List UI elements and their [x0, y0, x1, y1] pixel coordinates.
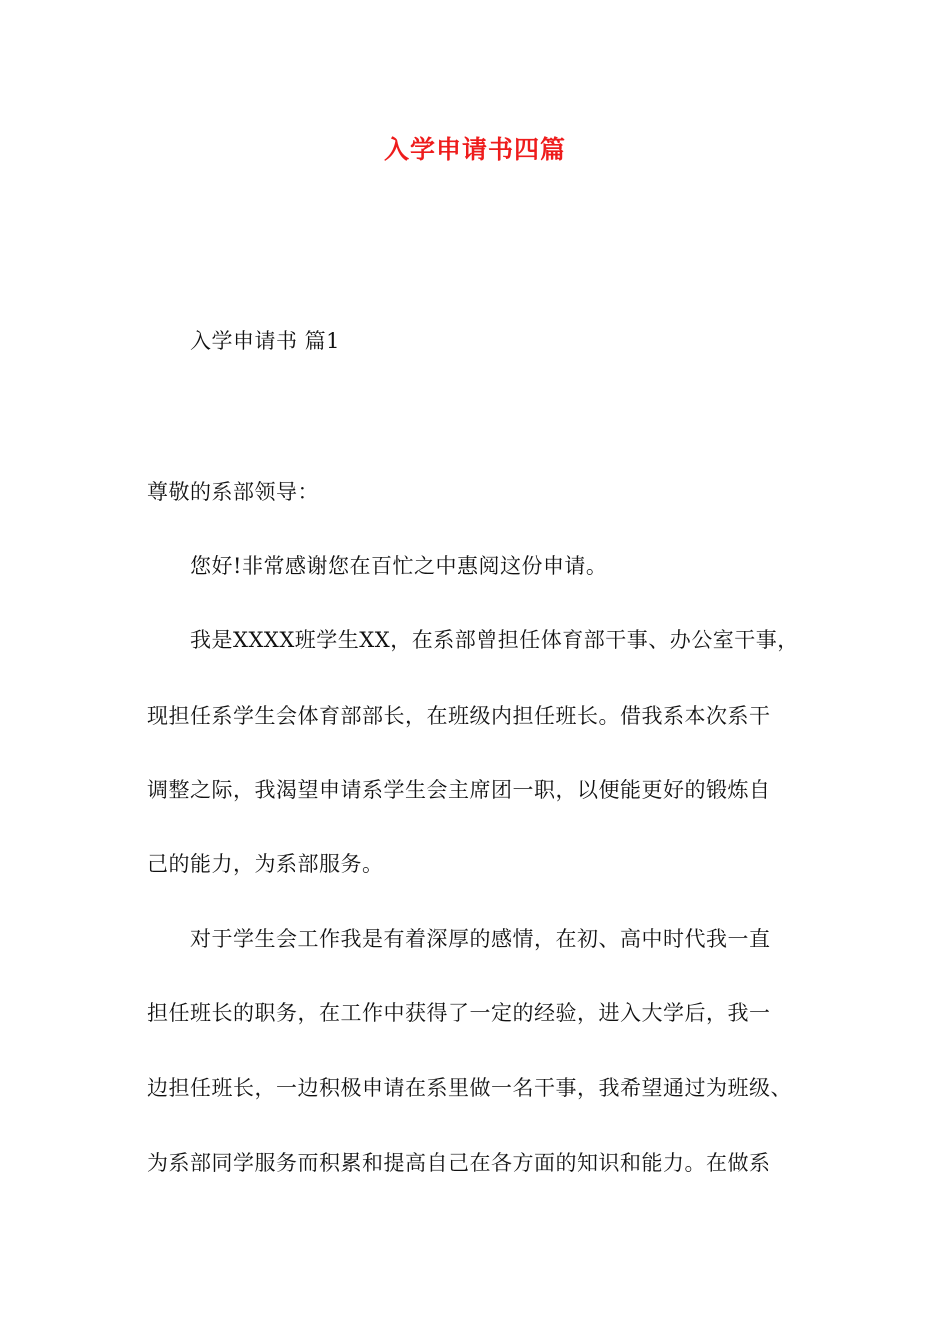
- paragraph-line: 对于学生会工作我是有着深厚的感情，在初、高中时代我一直: [190, 927, 771, 951]
- paragraph-line: 为系部同学服务而积累和提高自己在各方面的知识和能力。在做系: [147, 1151, 771, 1175]
- paragraph-line: 我是XXXX班学生XX，在系部曾担任体育部干事、办公室干事，: [190, 628, 799, 652]
- document-title: 入学申请书四篇: [383, 135, 566, 164]
- paragraph-line: 您好!非常感谢您在百忙之中惠阅这份申请。: [190, 554, 608, 578]
- paragraph-line: 担任班长的职务，在工作中获得了一定的经验，进入大学后，我一: [147, 1001, 771, 1025]
- section-heading: 入学申请书 篇1: [190, 329, 341, 353]
- paragraph-line: 边担任班长，一边积极申请在系里做一名干事，我希望通过为班级、: [147, 1076, 792, 1100]
- paragraph-line: 现担任系学生会体育部部长，在班级内担任班长。借我系本次系干: [147, 704, 771, 728]
- paragraph-line: 调整之际，我渴望申请系学生会主席团一职，以便能更好的锻炼自: [147, 778, 771, 802]
- paragraph-line: 己的能力，为系部服务。: [147, 852, 384, 876]
- salutation: 尊敬的系部领导：: [147, 480, 319, 504]
